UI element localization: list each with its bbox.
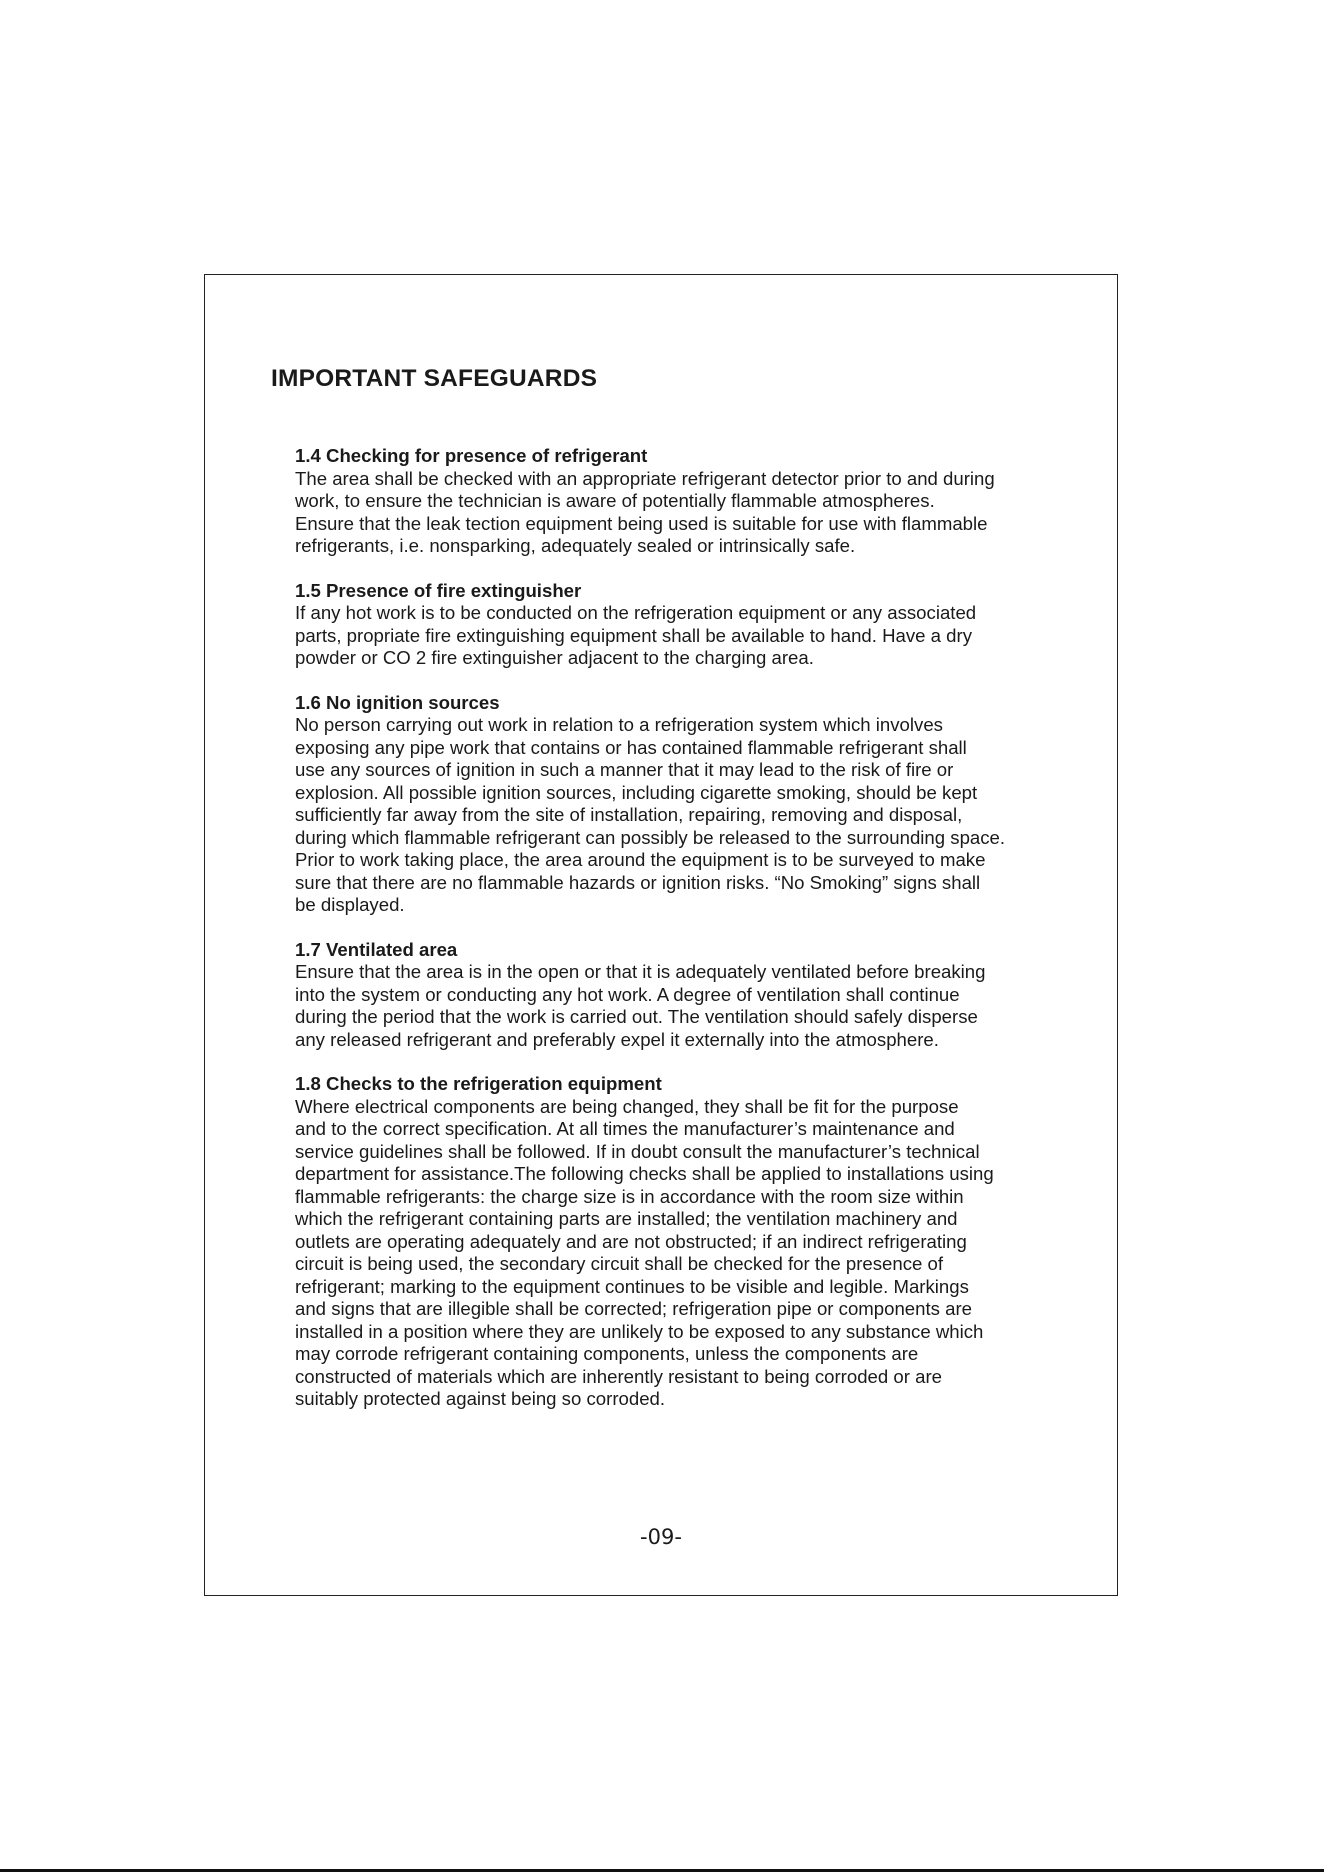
- paragraph-line: into the system or conducting any hot work. A degree of ventilation shall continue: [295, 983, 960, 1005]
- section-1-8: [295, 1073, 1095, 1411]
- section-1-5: [295, 580, 1095, 670]
- paragraph-line: sure that there are no flammable hazards or ignition risks. “No Smoking” signs shall: [295, 871, 981, 893]
- section-heading: 1.8 Checks to the refrigeration equipment: [295, 1073, 662, 1094]
- paragraph-line: powder or CO 2 fire extinguisher adjacent to the charging area.: [295, 647, 814, 668]
- sections-container: [295, 445, 1095, 1433]
- paragraph-line: which the refrigerant containing parts are installed; the ventilation machinery and: [295, 1208, 958, 1229]
- paragraph-line: service guidelines shall be followed. If in doubt consult the manufacturer’s technical: [295, 1140, 980, 1162]
- paragraph-line: and to the correct specification. At all times the manufacturer’s maintenance and: [295, 1118, 955, 1139]
- section-heading: 1.5 Presence of fire extinguisher: [295, 579, 582, 601]
- page-number: -09-: [640, 1525, 682, 1549]
- paragraph-line: any released refrigerant and preferably expel it externally into the atmosphere.: [295, 1028, 939, 1050]
- paragraph-line: outlets are operating adequately and are not obstructed; if an indirect refrigerating: [295, 1230, 967, 1252]
- section-1-6: [295, 692, 1095, 917]
- paragraph-line: suitably protected against being so corroded.: [295, 1388, 666, 1409]
- paragraph-line: circuit is being used, the secondary circuit shall be checked for the presence of: [295, 1253, 944, 1274]
- section-heading: 1.4 Checking for presence of refrigerant: [295, 445, 648, 466]
- paragraph-line: during the period that the work is carried out. The ventilation should safely disperse: [295, 1006, 978, 1027]
- page-title: IMPORTANT SAFEGUARDS: [271, 365, 598, 392]
- section-1-7: [295, 939, 1095, 1052]
- paragraph-line: parts, propriate fire extinguishing equipment shall be available to hand. Have a dry: [295, 624, 973, 646]
- paragraph-line: Where electrical components are being changed, they shall be fit for the purpose: [295, 1095, 959, 1117]
- paragraph-line: installed in a position where they are unlikely to be exposed to any substance which: [295, 1320, 984, 1342]
- paragraph-line: Ensure that the area is in the open or that it is adequately ventilated before breaking: [295, 961, 986, 982]
- paragraph-line: refrigerant; marking to the equipment continues to be visible and legible. Markings: [295, 1275, 969, 1297]
- section-heading: 1.6 No ignition sources: [295, 691, 500, 713]
- paragraph-line: The area shall be checked with an appropriate refrigerant detector prior to and during: [295, 467, 995, 489]
- paragraph-line: sufficiently far away from the site of installation, repairing, removing and disposal,: [295, 804, 963, 825]
- paragraph-line: flammable refrigerants: the charge size is in accordance with the room size within: [295, 1185, 964, 1207]
- section-1-4: [295, 445, 1095, 558]
- paragraph-line: use any sources of ignition in such a manner that it may lead to the risk of fire or: [295, 759, 954, 780]
- paragraph-line: during which flammable refrigerant can possibly be released to the surrounding space.: [295, 826, 1006, 848]
- paragraph-line: Ensure that the leak tection equipment being used is suitable for use with flammable: [295, 512, 988, 534]
- page-frame: [204, 274, 1118, 1596]
- paragraph-line: department for assistance.The following checks shall be applied to installations using: [295, 1163, 994, 1184]
- paragraph-line: explosion. All possible ignition sources, including cigarette smoking, should be kept: [295, 781, 978, 803]
- paragraph-line: work, to ensure the technician is aware of potentially flammable atmospheres.: [295, 490, 935, 511]
- paragraph-line: No person carrying out work in relation to a refrigeration system which involves: [295, 714, 943, 735]
- paragraph-line: If any hot work is to be conducted on the refrigeration equipment or any associated: [295, 602, 977, 623]
- paragraph-line: Prior to work taking place, the area around the equipment is to be surveyed to make: [295, 849, 986, 870]
- paragraph-line: refrigerants, i.e. nonsparking, adequately sealed or intrinsically safe.: [295, 535, 856, 556]
- paragraph-line: constructed of materials which are inherently resistant to being corroded or are: [295, 1365, 942, 1387]
- paragraph-line: exposing any pipe work that contains or has contained flammable refrigerant shall: [295, 736, 967, 758]
- paragraph-line: and signs that are illegible shall be corrected; refrigeration pipe or components are: [295, 1298, 972, 1319]
- paragraph-line: be displayed.: [295, 894, 405, 915]
- section-heading: 1.7 Ventilated area: [295, 938, 458, 960]
- paragraph-line: may corrode refrigerant containing components, unless the components are: [295, 1343, 919, 1364]
